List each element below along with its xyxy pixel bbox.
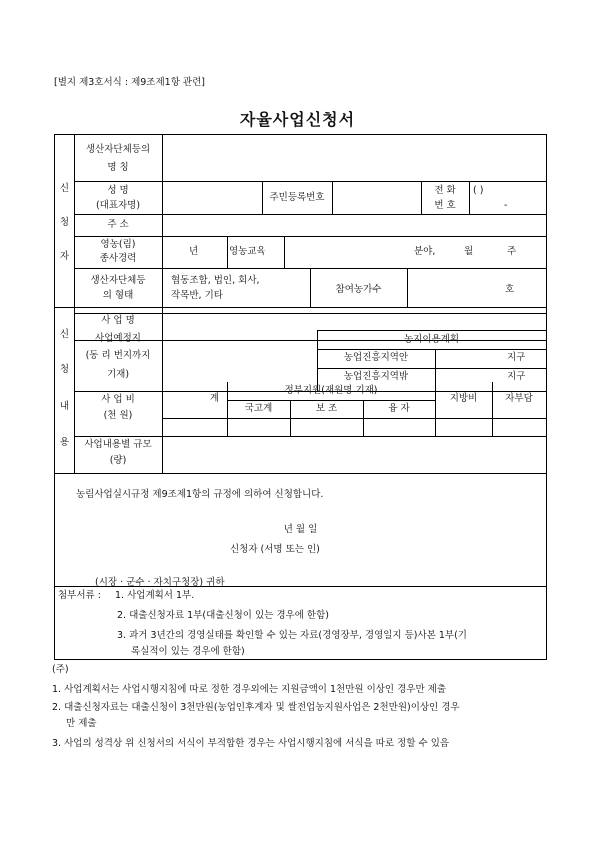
content-section-label-3: 내 <box>59 401 70 412</box>
row-line <box>74 313 546 314</box>
cell-line <box>469 181 470 214</box>
local-expense-label: 지방비 <box>449 393 478 404</box>
cost-total-label: 계 <box>209 393 220 404</box>
household-unit: 호 <box>505 284 515 295</box>
note-item: 1. 사업계획서는 사업시행지침에 따로 정한 경우외에는 지원금액이 1천만원 이상인 경우만 제출 <box>52 684 447 695</box>
row-line <box>74 181 546 182</box>
self-burden-label: 자부담 <box>505 393 533 404</box>
org-type-label-2: 의 형태 <box>102 290 134 301</box>
farming-career-label: 영농(림) <box>100 239 136 250</box>
scale-unit-label: (량) <box>109 455 127 466</box>
cell-line <box>492 382 493 436</box>
promotion-outside-label: 농업진흥지역밖 <box>343 371 409 382</box>
project-name-label: 사 업 명 <box>101 315 135 326</box>
row-line <box>317 330 546 331</box>
phone-area-code: ( ) <box>473 185 484 196</box>
location-label-2: (동 리 번지까지 <box>85 350 151 361</box>
subsidy-label: 보 조 <box>315 403 338 414</box>
applicant-section-label-2: 청 <box>59 217 70 228</box>
application-form-table <box>54 134 547 660</box>
declaration-text: 농림사업실시규정 제9조제1항의 규정에 의하여 신청합니다. <box>76 489 324 500</box>
rep-name-label: 성 명 <box>107 185 129 196</box>
attachment-item: 3. 과거 3년간의 경영실태를 확인할 수 있는 자료(경영장부, 경영일지 등)사본 1부(기 <box>117 630 467 641</box>
org-name-label: 생산자단체등의 <box>85 144 151 155</box>
addressee: (시장 · 군수 · 자치구청장) 귀하 <box>95 577 225 588</box>
cost-label: 사 업 비 <box>101 394 135 405</box>
form-reference: [별지 제3호서식 : 제9조제1항 관련] <box>54 77 205 88</box>
org-name-label-2: 명 칭 <box>107 162 129 173</box>
week-unit: 주 <box>507 246 517 257</box>
row-line <box>317 368 546 369</box>
year-unit: 년 <box>189 246 199 257</box>
phone-dash: - <box>504 200 508 211</box>
note-item: 3. 사업의 성격상 위 신청서의 서식이 부적합한 경우는 사업시행지침에 서식을 따로 정할 수 있음 <box>52 738 450 749</box>
row-line <box>317 349 546 350</box>
row-line <box>74 214 546 215</box>
cell-line <box>407 268 408 307</box>
cell-line <box>332 181 333 214</box>
org-type-options: 협동조합, 법인, 회사, <box>171 275 260 286</box>
attachment-item-cont: 록실적이 있는 경우에 한함) <box>131 646 245 657</box>
column-divider <box>162 135 163 473</box>
resident-no-label: 주민등록번호 <box>269 192 325 203</box>
phone-label-2: 번 호 <box>434 200 456 211</box>
content-section-label-2: 청 <box>59 364 70 375</box>
address-label: 주 소 <box>107 219 129 230</box>
row-line <box>227 400 435 401</box>
month-unit: 월 <box>464 246 474 257</box>
farming-edu-label: 영농교육 <box>229 246 266 257</box>
promotion-inside-label: 농업진흥지역안 <box>343 352 409 363</box>
district-unit-outside: 지구 <box>507 371 526 382</box>
cost-unit-label: (천 원) <box>103 410 133 421</box>
cell-line <box>227 236 228 268</box>
applicant-section-label-3: 자 <box>59 251 70 262</box>
farming-career-label-2: 종사경력 <box>99 253 137 264</box>
loan-label: 융 자 <box>388 403 410 414</box>
location-label-3: 기재) <box>106 369 130 380</box>
date-line: 년 월 일 <box>283 524 318 535</box>
org-type-options-2: 작목반, 기타 <box>171 290 223 301</box>
scale-label: 사업내용별 규모 <box>84 439 152 450</box>
rep-name-sub-label: (대표자명) <box>95 200 141 211</box>
form-title: 자율사업신청서 <box>239 110 356 129</box>
signature-line: 신청자 (서명 또는 인) <box>230 544 320 555</box>
phone-label: 전 화 <box>434 185 456 196</box>
content-section-label-1: 신 <box>59 329 70 340</box>
cell-line <box>284 236 285 268</box>
participants-label: 참여농가수 <box>335 284 382 295</box>
org-type-label: 생산자단체등 <box>90 275 146 286</box>
content-section-label-4: 용 <box>59 437 70 448</box>
cell-line <box>435 382 436 436</box>
attachment-item: 1. 사업계획서 1부. <box>115 590 195 601</box>
attachment-item: 2. 대출신청자료 1부(대출신청이 있는 경우에 한함) <box>117 610 329 621</box>
attachments-label: 첨부서류 : <box>58 590 101 601</box>
district-unit-inside: 지구 <box>507 352 526 363</box>
section-divider <box>55 307 546 308</box>
section-divider <box>55 473 546 474</box>
notes-label: (주) <box>52 664 69 675</box>
field-unit: 분야, <box>414 246 436 257</box>
note-item-cont: 만 제출 <box>66 718 97 729</box>
row-line <box>74 436 546 437</box>
row-line <box>74 236 546 237</box>
applicant-section-label-1: 신 <box>59 183 70 194</box>
note-item: 2. 대출신청자료는 대출신청이 3천만원(농업인후계자 및 쌀전업농지원사업은 2천만원)이상인 경우 <box>52 702 460 713</box>
location-label: 사업예정지 <box>95 333 141 344</box>
row-line <box>162 418 546 419</box>
gov-support-label: 정부지원(재원명 기재) <box>284 385 378 396</box>
national-treasury-label: 국고계 <box>244 403 273 414</box>
land-plan-label: 농지이용계획 <box>403 334 460 345</box>
